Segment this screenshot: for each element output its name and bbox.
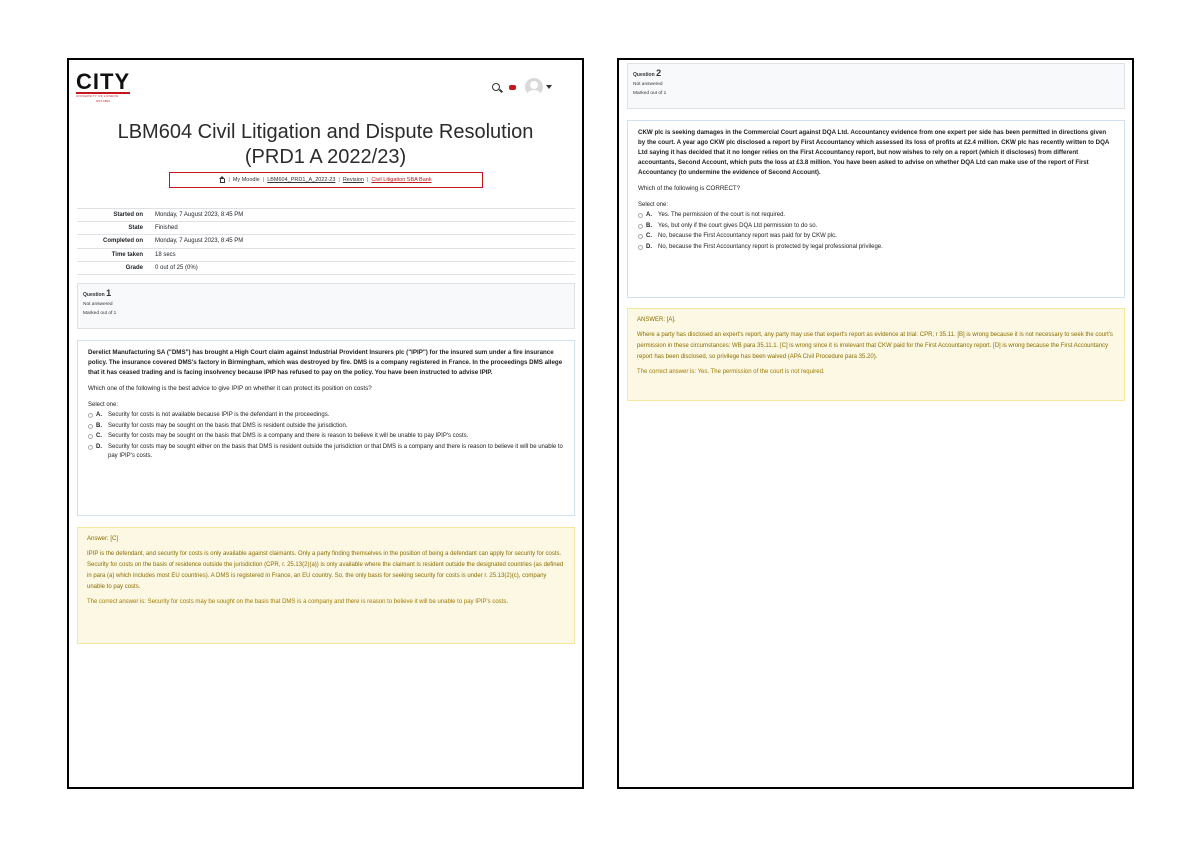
answer-option-c[interactable] (638, 232, 1114, 242)
correct-answer: The correct answer is: Yes. The permission of the court is not required. (637, 369, 825, 375)
question-2-info (627, 63, 1125, 109)
answer-option-d[interactable] (88, 443, 564, 462)
option-letter: A. (96, 412, 102, 418)
user-avatar-icon[interactable] (525, 78, 543, 96)
question-1-feedback (77, 527, 575, 644)
option-text: Yes, but only if the court gives DQA Ltd permission to do so. (658, 222, 818, 229)
summary-row (77, 248, 575, 261)
answer-option-b[interactable] (88, 422, 564, 432)
question-label: Question (83, 292, 105, 298)
question-stem: CKW plc is seeking damages in the Commercial Court against DQA Ltd. Accountancy evidence from one expert per side has been permitted in directions given by the court. A year ago CKW plc disclosed a report by First Accountancy which assessed its loss of profits at £2.4 million. CKW plc has recently written to DQA Ltd saying it has decided that it no longer relies on the First Accountancy report, but now wishes to rely on a report (which it discloses) from different accountants, Second Account, which puts the loss at £3.8 million. You have been asked to advise on whether DQA Ltd can make use of the report of First Accountancy (to undermine the evidence of Second Account). (638, 129, 1110, 176)
question-marks: Marked out of 1 (83, 311, 117, 316)
answer-heading: Answer: [C] (87, 536, 119, 542)
option-letter: C. (646, 233, 652, 239)
summary-row (77, 208, 575, 221)
option-text: Security for costs is not available because IPIP is the defendant in the proceedings. (108, 412, 330, 418)
radio-button[interactable] (88, 424, 93, 429)
messages-icon[interactable] (509, 85, 516, 90)
summary-label: State (128, 225, 143, 232)
answer-explanation: Where a party has disclosed an expert's report, any party may use that expert's report as evidence at trial: CPR, r 35.11. [B] is wrong because it is not necessary to seek the court's permission in these circumstances: WB para 35.11.1. [C] is wrong since it is irrelevant that CKW paid for the First Accountancy report. [D] is wrong because the First Accountancy report has been disclosed, so privilege has been waived (APA Civil Procedure para 35.20). (637, 332, 1113, 360)
radio-button[interactable] (88, 413, 93, 418)
option-letter: D. (646, 243, 652, 250)
answer-option-d[interactable] (638, 243, 1114, 253)
summary-value: 0 out of 25 (0%) (155, 264, 198, 271)
question-1-info (77, 283, 575, 329)
option-text: No, because the First Accountancy report is protected by legal professional privilege. (658, 243, 883, 250)
breadcrumb (169, 172, 483, 188)
option-text: Yes. The permission of the court is not required. (658, 212, 786, 218)
radio-button[interactable] (88, 445, 93, 450)
navbar-icons (492, 78, 552, 96)
answer-option-a[interactable] (638, 211, 1114, 221)
option-letter: B. (96, 422, 102, 429)
question-2-feedback (627, 308, 1125, 401)
answer-heading: ANSWER: [A]. (637, 317, 676, 323)
page-title-line1: LBM604 Civil Litigation and Dispute Resolution (117, 121, 534, 143)
option-text: No, because the First Accountancy report was paid for by CKW plc. (658, 233, 837, 239)
question-prompt: Which of the following is CORRECT? (638, 185, 741, 192)
breadcrumb-my-moodle[interactable]: My Moodle (232, 177, 260, 183)
summary-value: Finished (155, 225, 178, 232)
option-text: Security for costs may be sought either on the basis that DMS is resident outside the jurisdiction or that DMS is a company and there is reason to believe it will be unable to pay IPIP's costs. (108, 443, 563, 459)
correct-answer: The correct answer is: Security for costs may be sought on the basis that DMS is a company and there is reason to believe it will be unable to pay IPIP's costs. (87, 599, 509, 605)
breadcrumb-separator: | (228, 177, 230, 183)
question-number (83, 289, 569, 300)
question-label: Question (633, 72, 655, 78)
breadcrumb-revision[interactable]: Revision (342, 177, 364, 183)
question-status: Not answered (83, 302, 113, 307)
breadcrumb-course[interactable]: LBM604_PRD1_A_2022-23 (267, 177, 336, 183)
city-logo[interactable] (76, 69, 131, 103)
summary-value: Monday, 7 August 2023, 8:45 PM (155, 238, 244, 245)
logo-subtitle: UNIVERSITY OF LONDON (76, 94, 119, 98)
summary-label: Grade (125, 264, 143, 271)
question-prompt: Which one of the following is the best advice to give IPIP on whether it can protect its position on costs? (88, 385, 372, 392)
answer-option-a[interactable] (88, 411, 564, 421)
summary-row (77, 261, 575, 275)
summary-label: Time taken (111, 251, 143, 258)
breadcrumb-separator: | (338, 177, 340, 183)
search-icon[interactable] (492, 83, 500, 91)
option-text: Security for costs may be sought on the basis that DMS is a company and there is reason to believe it will be unable to pay IPIP's costs. (108, 433, 469, 439)
document-page-2 (617, 58, 1134, 789)
option-text: Security for costs may be sought on the basis that DMS is resident outside the jurisdiction. (108, 422, 348, 429)
summary-row (77, 221, 575, 234)
question-number-value: 1 (106, 288, 112, 298)
question-2-content (627, 120, 1125, 298)
radio-button[interactable] (638, 245, 643, 250)
option-letter: B. (646, 222, 652, 229)
question-1-content (77, 340, 575, 516)
radio-button[interactable] (638, 213, 643, 218)
question-number-value: 2 (656, 68, 662, 78)
select-one-label: Select one: (638, 202, 669, 208)
option-letter: A. (646, 212, 652, 218)
question-stem: Derelict Manufacturing SA ("DMS") has brought a High Court claim against Industrial Provident Insurers plc ("IPIP") for the insured sum under a fire insurance policy. The insurance covered DMS's factory in Birmingham, which was destroyed by fire. DMS is a company registered in France. In the proceedings DMS allege that it has ceased trading and is facing insolvency because IPIP has refused to pay on the policy. You have been instructed to advise IPIP. (88, 349, 563, 376)
home-icon[interactable] (220, 179, 225, 183)
select-one-label: Select one: (88, 402, 119, 408)
summary-value: 18 secs (155, 251, 176, 258)
radio-button[interactable] (638, 224, 643, 229)
radio-button[interactable] (88, 434, 93, 439)
option-letter: D. (96, 443, 102, 450)
summary-value: Monday, 7 August 2023, 8:45 PM (155, 212, 244, 219)
answer-explanation: IPIP is the defendant, and security for costs is only available against claimants. Only a party finding themselves in the position of being a defendant can apply for security for costs. Security for costs on the basis of residence outside the jurisdiction (CPR, r. 25.13(2)(a)) is only available where the claimant is resident outside the designated countries (as defined in para (a) which includes most EU countries). A DMS is registered in France, an EU country. So, the only basis for seeking security for costs is under r. 25.13(2)(c), company unable to pay costs. (87, 551, 564, 590)
answer-option-b[interactable] (638, 222, 1114, 232)
question-status: Not answered (633, 82, 663, 87)
answer-option-c[interactable] (88, 432, 564, 442)
question-number (633, 69, 1119, 80)
question-marks: Marked out of 1 (633, 91, 667, 96)
page-title-line2: (PRD1 A 2022/23) (244, 146, 407, 168)
option-letter: C. (96, 433, 102, 439)
attempt-summary-table (77, 208, 575, 275)
breadcrumb-question-bank[interactable]: Civil Litigation SBA Bank (371, 177, 432, 183)
breadcrumb-separator: | (262, 177, 265, 183)
radio-button[interactable] (638, 234, 643, 239)
summary-label: Completed on (103, 238, 143, 245)
logo-text: CITY (76, 69, 131, 94)
page-title (69, 120, 582, 170)
chevron-down-icon[interactable] (546, 85, 552, 89)
logo-established: EST 1894 (96, 99, 110, 103)
document-page-1 (67, 58, 584, 789)
summary-row (77, 234, 575, 247)
summary-label: Started on (113, 212, 143, 219)
breadcrumb-separator: | (366, 177, 369, 183)
